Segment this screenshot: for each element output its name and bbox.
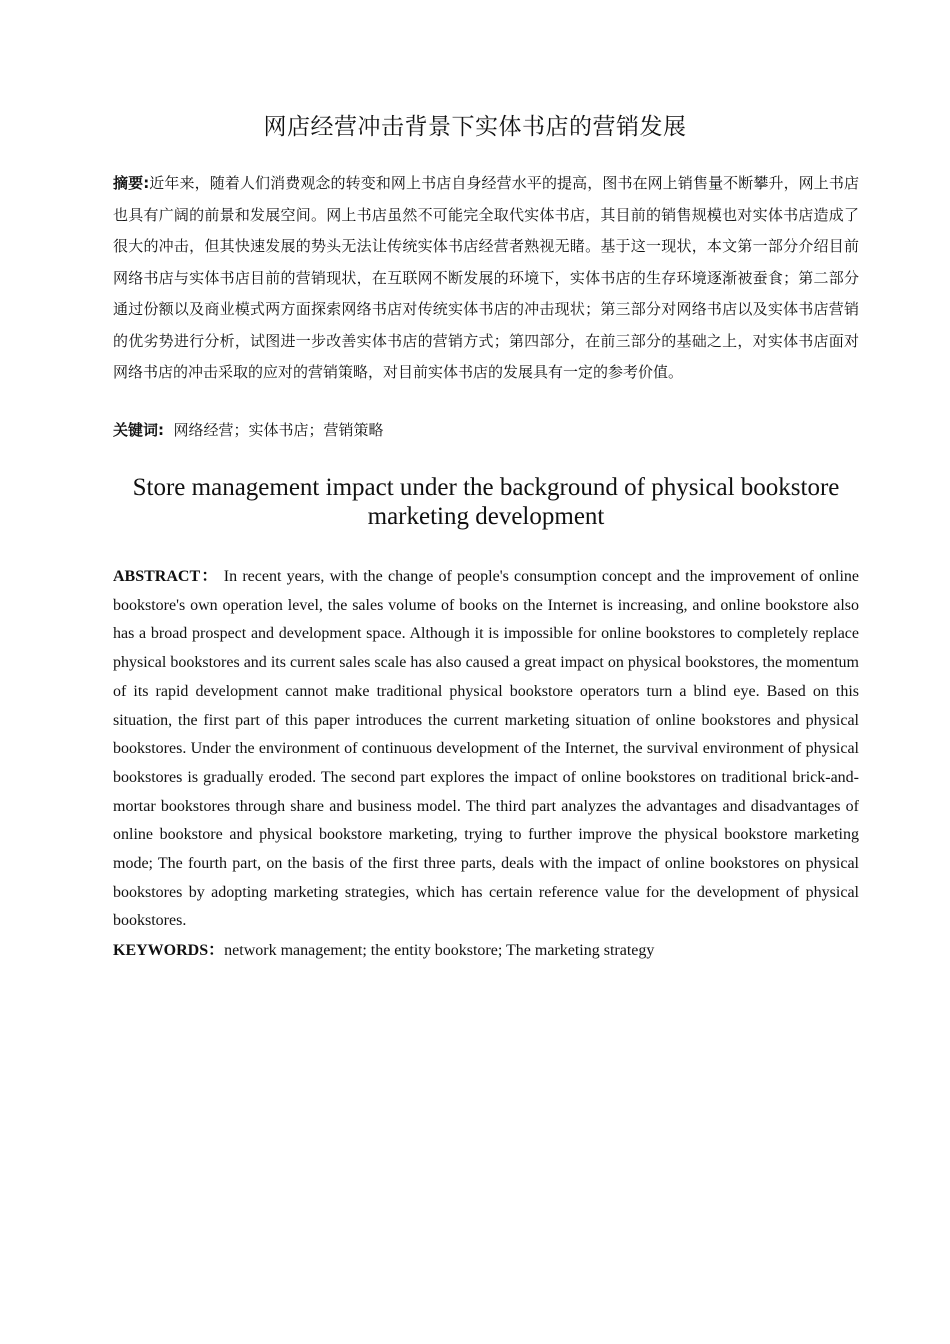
english-abstract-text: In recent years, with the change of people's consumption concept and the improvement of online bookstore's own operation level, the sales volume of books on the Internet is increasing, and online bookstore also has a broad prospect and development space. Although it is impossible for online bookstores to completely replace physical bookstores and its current sales scale has also caused a great impact on physical bookstores, the momentum of its rapid development cannot make traditional physical bookstore operators turn a blind eye. Based on this situation, the first part of this paper introduces the current marketing situation of online bookstores and physical bookstores. Under the environment of continuous development of the Internet, the survival environment of physical bookstores is gradually eroded. The second part explores the impact of online bookstores on traditional brick-and-mortar bookstores through share and business model. The third part analyzes the advantages and disadvantages of online bookstore and physical bookstore marketing, trying to further improve the physical bookstore marketing mode; The fourth part, on the basis of the first three parts, deals with the impact of online bookstores on physical bookstores by adopting marketing strategies, which has certain reference value for the development of physical bookstores. (113, 568, 859, 930)
english-keywords (113, 938, 859, 964)
english-abstract-label: ABSTRACT： (113, 568, 219, 585)
chinese-keywords-text: 网络经营；实体书店；营销策略 (173, 421, 384, 439)
english-abstract (113, 563, 859, 936)
english-keywords-text: network management; the entity bookstore; The marketing strategy (224, 942, 655, 959)
chinese-abstract-label: 摘要: (113, 174, 150, 192)
chinese-keywords-label: 关键词: (113, 421, 164, 439)
chinese-title: 网店经营冲击背景下实体书店的营销发展 (263, 114, 687, 140)
english-title: Store management impact under the background of physical bookstore marketing development (132, 474, 840, 530)
chinese-abstract (113, 168, 859, 389)
english-keywords-label: KEYWORDS： (113, 942, 225, 959)
chinese-keywords (113, 418, 859, 442)
chinese-abstract-text: 近年来，随着人们消费观念的转变和网上书店自身经营水平的提高，图书在网上销售量不断攀升，网上书店也具有广阔的前景和发展空间。网上书店虽然不可能完全取代实体书店，其目前的销售规模也对实体书店造成了很大的冲击，但其快速发展的势头无法让传统实体书店经营者熟视无睹。基于这一现状，本文第一部分介绍目前网络书店与实体书店目前的营销现状，在互联网不断发展的环境下，实体书店的生存环境逐渐被蚕食；第二部分通过份额以及商业模式两方面探索网络书店对传统实体书店的冲击现状；第三部分对网络书店以及实体书店营销的优劣势进行分析，试图进一步改善实体书店的营销方式；第四部分，在前三部分的基础之上，对实体书店面对网络书店的冲击采取的应对的营销策略，对目前实体书店的发展具有一定的参考价值。 (113, 174, 859, 381)
